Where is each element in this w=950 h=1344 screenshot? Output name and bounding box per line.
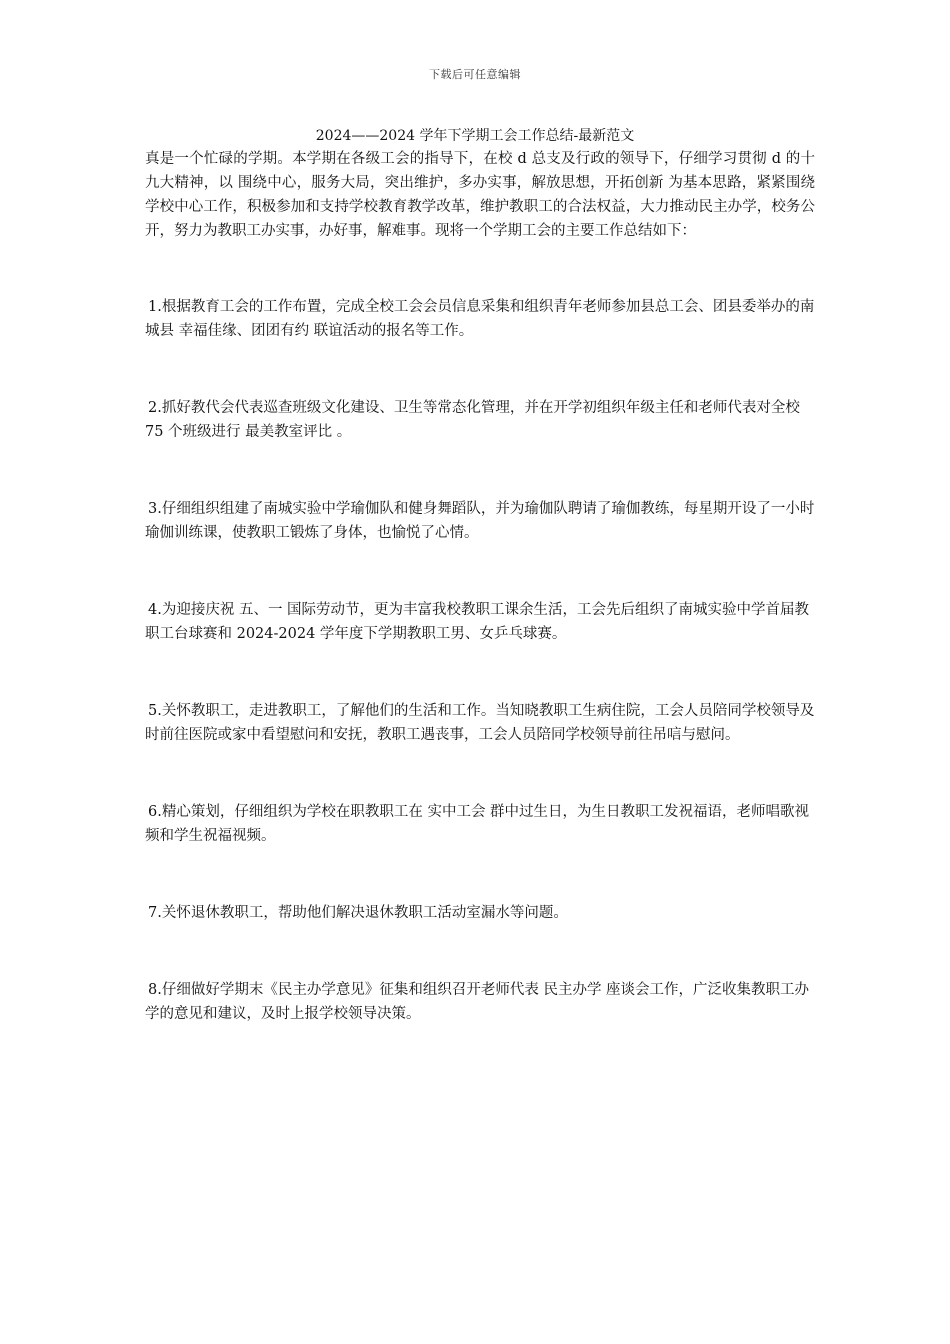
list-item: 1.根据教育工会的工作布置，完成全校工会会员信息采集和组织青年老师参加县总工会、团县委举办的南城县 幸福佳缘、团团有约 联谊活动的报名等工作。 bbox=[145, 299, 815, 339]
document-body bbox=[145, 147, 815, 1026]
list-item: 7.关怀退休教职工，帮助他们解决退休教职工活动室漏水等问题。 bbox=[148, 905, 568, 921]
list-item: 6.精心策划，仔细组织为学校在职教职工在 实中工会 群中过生日，为生日教职工发祝福语，老师唱歌视频和学生祝福视频。 bbox=[145, 804, 810, 844]
list-item: 4.为迎接庆祝 五、一 国际劳动节，更为丰富我校教职工课余生活，工会先后组织了南城实验中学首届教职工台球赛和 2024-2024 学年度下学期教职工男、女乒乓球赛。 bbox=[145, 602, 810, 642]
intro-paragraph: 真是一个忙碌的学期。本学期在各级工会的指导下，在校 d 总支及行政的领导下，仔细学习贯彻 d 的十九大精神，以 围绕中心，服务大局，突出维护，多办实事，解放思想，开拓创新 为基本思路，紧紧围绕学校中心工作，积极参加和支持学校教育教学改革，维护教职工的合法权益，大力推动民主办学，校务公开，努力为教职工办实事，办好事，解难事。现将一个学期工会的主要工作总结如下： bbox=[145, 151, 815, 239]
document-title: 2024——2024 学年下学期工会工作总结-最新范文 bbox=[315, 128, 635, 144]
list-item: 2.抓好教代会代表巡查班级文化建设、卫生等常态化管理，并在开学初组织年级主任和老师代表对全校 75 个班级进行 最美教室评比 。 bbox=[145, 400, 800, 440]
list-item: 3.仔细组织组建了南城实验中学瑜伽队和健身舞蹈队，并为瑜伽队聘请了瑜伽教练，每星期开设了一小时瑜伽训练课，使教职工锻炼了身体，也愉悦了心情。 bbox=[145, 501, 815, 541]
header-note: 下载后可任意编辑 bbox=[429, 68, 521, 81]
list-item: 8.仔细做好学期末《民主办学意见》征集和组织召开老师代表 民主办学 座谈会工作，广泛收集教职工办学的意见和建议，及时上报学校领导决策。 bbox=[145, 982, 810, 1022]
list-item: 5.关怀教职工，走进教职工，了解他们的生活和工作。当知晓教职工生病住院，工会人员陪同学校领导及时前往医院或家中看望慰问和安抚，教职工遇丧事，工会人员陪同学校领导前往吊唁与慰问。 bbox=[145, 703, 815, 743]
